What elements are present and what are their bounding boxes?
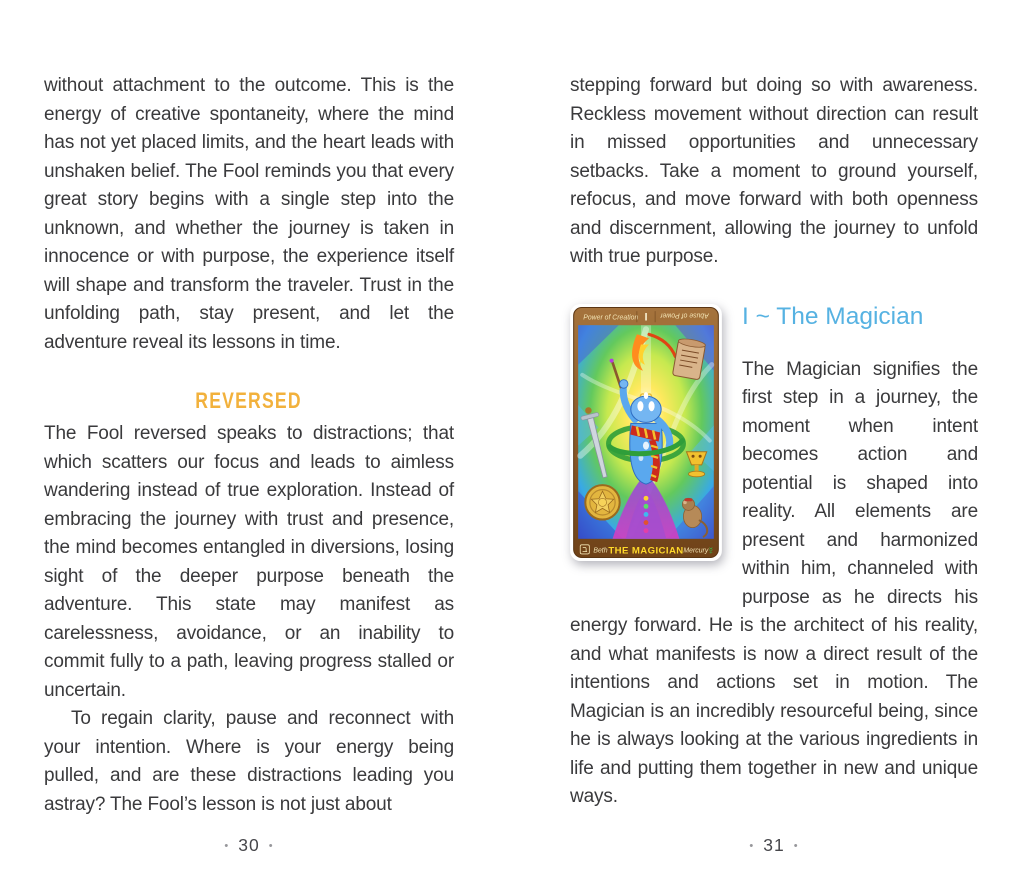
page-number-value: 31 [763, 835, 785, 855]
card-keyword-reversed: Abuse of Power [660, 311, 709, 319]
mercury-symbol-icon: ☿ [706, 545, 715, 557]
page-dot: • [224, 840, 230, 852]
page-number-right [570, 835, 978, 856]
fool-reversed-paragraph-2: To regain clarity, pause and reconnect with your intention. Where is your energy being pulled, and are these distractions leading you astray? The Fool’s lesson is not just about [44, 708, 454, 815]
hebrew-name: Beth [593, 546, 608, 554]
magician-paragraph: The Magician signifies the first step in a journey, the moment when intent becomes action and potential is shaped into reality. All elements are present and harmonized within him, channeled with purpose as he directs his energy forward. He is the architect of his reality, and what manifests is now a direct result of the intentions and actions set in motion. The Magician is an incredibly resourceful being, since he is always looking at the various ingredients in life and putting them together in new and unique ways. [570, 358, 978, 807]
magician-heading: I ~ The Magician [742, 302, 924, 330]
card-title: THE MAGICIAN [608, 544, 684, 556]
magician-tarot-card [570, 304, 722, 561]
card-numeral: I [644, 311, 648, 324]
page-dot: • [749, 840, 755, 852]
page-dot: • [793, 840, 799, 852]
fool-upright-paragraph: without attachment to the outcome. This is the energy of creative spontaneity, where the mind has not yet placed limits, and the heart leads with unshaken belief. The Fool reminds you that every great story begins with a single step into the unknown, and whether the journey is taken in innocence or with purpose, the experience itself will shape and transform the traveler. Trust in the unfolding path, stay present, and let the adventure reveal its lessons in time. [44, 75, 454, 353]
page-right [570, 0, 978, 884]
page-left [44, 0, 454, 884]
scroll-icon [672, 337, 706, 380]
pentacle-icon [585, 485, 619, 519]
planet-name: Mercury [683, 546, 709, 554]
page-number-value: 30 [238, 835, 260, 855]
page-number-left [44, 835, 454, 856]
magician-card-art [570, 304, 722, 561]
page-dot: • [268, 840, 274, 852]
magician-section [570, 302, 978, 812]
fool-reversed-paragraph: The Fool reversed speaks to distractions; that which scatters our focus and leads to aimless wandering instead of true exploration. Instead of embracing the journey with trust and presence, the mind becomes entangled in diversions, losing sight of the deeper purpose beneath the adventure. This state may manifest as carelessness, avoidance, or an inability to commit fully to a path, leaving progress stalled or uncertain. [44, 423, 454, 701]
fool-advice-paragraph: stepping forward but doing so with awareness. Reckless movement without direction can result in missed opportunities and unnecessary setbacks. Take a moment to ground yourself, refocus, and move forward with both openness and discernment, allowing the journey to unfold with true purpose. [570, 75, 978, 267]
reversed-heading: REVERSED [195, 388, 303, 413]
card-keyword-upright: Power of Creation [583, 314, 639, 322]
reversed-heading-wrap [44, 389, 454, 413]
hebrew-letter-beth: ב [582, 543, 588, 554]
